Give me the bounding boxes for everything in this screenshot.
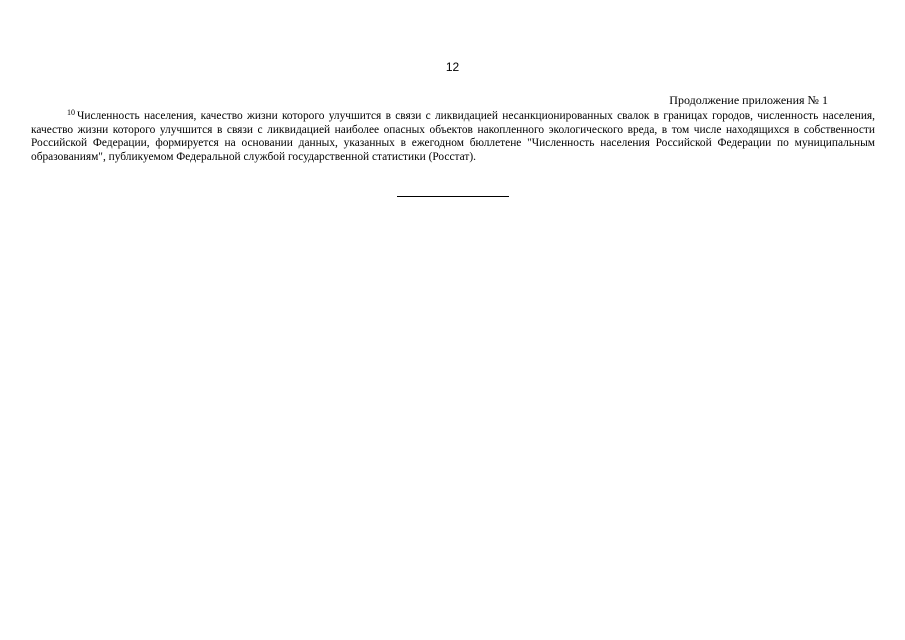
appendix-continuation-note: Продолжение приложения № 1 <box>669 93 828 107</box>
footnote-marker: 10 <box>67 108 75 117</box>
footnote-text: Численность населения, качество жизни которого улучшится в связи с ликвидацией несанкционированных свалок в границах городов, численность населения, качество жизни которого улучшится в связи с ликвидацией наиболее опасных объектов накопленного экологического вреда, в том числе находящихся в собственности Российской Федерации, формируется на основании данных, указанных в ежегодном бюллетене "Численность населения Российской Федерации по муниципальным образованиям", публикуемом Федеральной службой государственной статистики (Росстат). <box>31 110 875 163</box>
end-separator-line <box>397 196 509 197</box>
footnote <box>31 110 875 164</box>
page-number: 12 <box>445 60 460 74</box>
